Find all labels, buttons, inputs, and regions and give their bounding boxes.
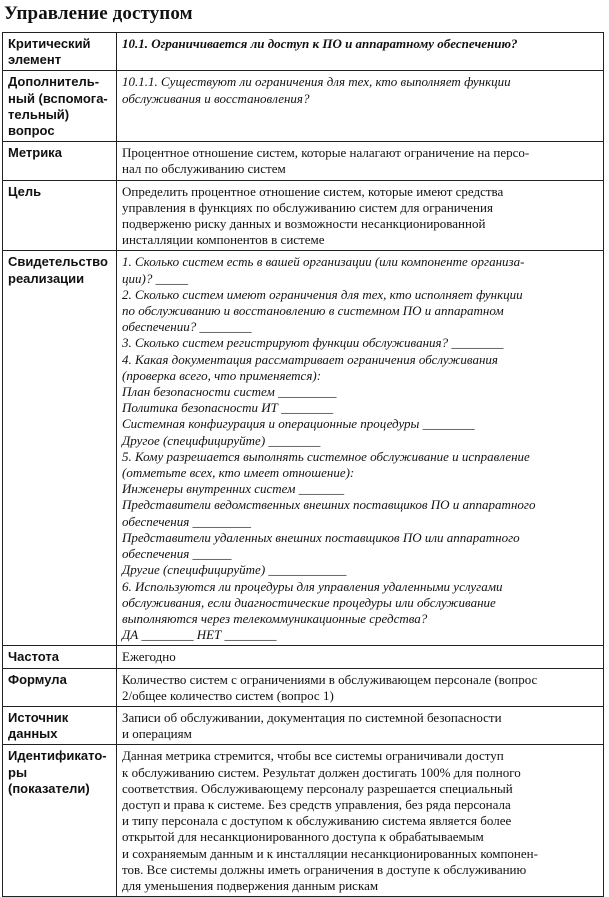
value-line: Количество систем с ограничениями в обслуживающем персонале (вопрос xyxy=(122,671,538,687)
value-line: для уменьшения подвержения данным рискам xyxy=(122,877,379,893)
value-line: соответствия. Обслуживающему персоналу разрешается специальный xyxy=(122,780,513,796)
value-line: 4. Какая документация рассматривает ограничения обслуживания xyxy=(122,351,498,367)
row-label: Цель xyxy=(3,180,117,251)
value-line: Записи об обслуживании, документация по системной безопасности xyxy=(122,709,502,725)
value-line: ДА ________ НЕТ ________ xyxy=(122,627,277,643)
row-label: Частота xyxy=(3,646,117,668)
value-line: обеспечении? ________ xyxy=(122,319,252,335)
table-row xyxy=(3,33,604,71)
value-line: тов. Все системы должны иметь ограничения в доступе к обслуживанию xyxy=(122,861,527,877)
table-row xyxy=(3,180,604,251)
value-line: 2/общее количество систем (вопрос 1) xyxy=(122,687,334,703)
row-label: Формула xyxy=(3,668,117,706)
value-line: открытой для несанкционированного доступа к обрабатываемым xyxy=(122,829,484,845)
value-line: 2. Сколько систем имеют ограничения для тех, кто исполняет функции xyxy=(122,286,523,302)
value-line: 5. Кому разрешается выполнять системное обслуживание и исправление xyxy=(122,448,530,464)
row-label: Метрика xyxy=(3,142,117,180)
metric-table xyxy=(2,32,604,897)
row-value xyxy=(117,706,604,744)
value-line: (проверка всего, что применяется): xyxy=(122,367,322,383)
row-value xyxy=(117,71,604,142)
row-label: Критический элемент xyxy=(3,33,117,71)
value-line: ции)? _____ xyxy=(122,270,189,286)
value-line: обеспечения ______ xyxy=(122,546,232,562)
value-line: Процентное отношение систем, которые налагают ограничение на персо- xyxy=(122,145,530,161)
value-line: Другие (специфицируйте) ____________ xyxy=(122,562,347,578)
section-title: Управление доступом xyxy=(4,3,193,24)
value-line: Представители удаленных внешних поставщиков ПО или аппаратного xyxy=(122,529,520,545)
value-line: обслуживания и восстановления? xyxy=(122,90,310,106)
value-line: Данная метрика стремится, чтобы все системы ограничивали доступ xyxy=(122,748,504,764)
row-label: Источник данных xyxy=(3,706,117,744)
value-line: Политика безопасности ИТ ________ xyxy=(122,400,334,416)
row-value xyxy=(117,668,604,706)
value-line: управления в функциях по обслуживанию систем для ограничения xyxy=(122,199,493,215)
row-label: Свидетельство реализации xyxy=(3,251,117,646)
value-line: и операциям xyxy=(122,726,192,742)
table-row xyxy=(3,646,604,668)
value-line: к обслуживанию систем. Результат должен достигать 100% для полного xyxy=(122,764,521,780)
value-line: доступ и права к системе. Без средств управления, без ряда персонала xyxy=(122,796,511,812)
value-line: Другое (специфицируйте) ________ xyxy=(122,432,321,448)
value-line: Инженеры внутренних систем _______ xyxy=(122,481,345,497)
value-line: Определить процентное отношение систем, которые имеют средства xyxy=(122,183,504,199)
value-line: План безопасности систем _________ xyxy=(122,384,337,400)
value-line: 10.1. Ограничивается ли доступ к ПО и аппаратному обеспечению? xyxy=(122,36,518,51)
table-row xyxy=(3,668,604,706)
table-row xyxy=(3,71,604,142)
row-value xyxy=(117,142,604,180)
table-row xyxy=(3,745,604,897)
row-value xyxy=(117,251,604,646)
value-line: обслуживания, если диагностические процедуры или обслуживание xyxy=(122,594,496,610)
table-row xyxy=(3,706,604,744)
value-line: подверженю риску данных и возможности несанкционированной xyxy=(122,216,486,232)
row-label: Дополнитель-ный (вспомога-тельный) вопрос xyxy=(3,71,117,142)
value-line: 6. Используются ли процедуры для управления удаленными услугами xyxy=(122,578,503,594)
value-line: по обслуживанию и восстановлению в системном ПО и аппаратном xyxy=(122,303,504,319)
value-line: 3. Сколько систем регистрируют функции обслуживания? ________ xyxy=(122,335,504,351)
value-line: обеспечения _________ xyxy=(122,513,252,529)
row-value xyxy=(117,33,604,71)
value-line: 10.1.1. Существуют ли ограничения для тех, кто выполняет функции xyxy=(122,74,511,90)
value-line: Представители ведомственных внешних поставщиков ПО и аппаратного xyxy=(122,497,536,513)
value-line: нал по обслуживанию систем xyxy=(122,161,286,177)
value-line: и типу персонала с доступом к обслуживанию система является более xyxy=(122,813,512,829)
value-line: выполняются через телекоммуникационные средства? xyxy=(122,610,428,626)
value-line: (отметьте всех, кто имеет отношение): xyxy=(122,465,355,481)
row-value xyxy=(117,180,604,251)
value-line: 1. Сколько систем есть в вашей организации (или компоненте организа- xyxy=(122,254,525,270)
row-value xyxy=(117,646,604,668)
value-line: инсталляции компонентов в системе xyxy=(122,232,325,248)
value-line: Ежегодно xyxy=(122,649,176,665)
value-line: и сохраняемым данным и к инсталляции несанкционированных компонен- xyxy=(122,845,538,861)
table-row xyxy=(3,251,604,646)
row-label: Идентификато-ры (показатели) xyxy=(3,745,117,897)
row-value xyxy=(117,745,604,897)
value-line: Системная конфигурация и операционные процедуры ________ xyxy=(122,416,475,432)
table-row xyxy=(3,142,604,180)
